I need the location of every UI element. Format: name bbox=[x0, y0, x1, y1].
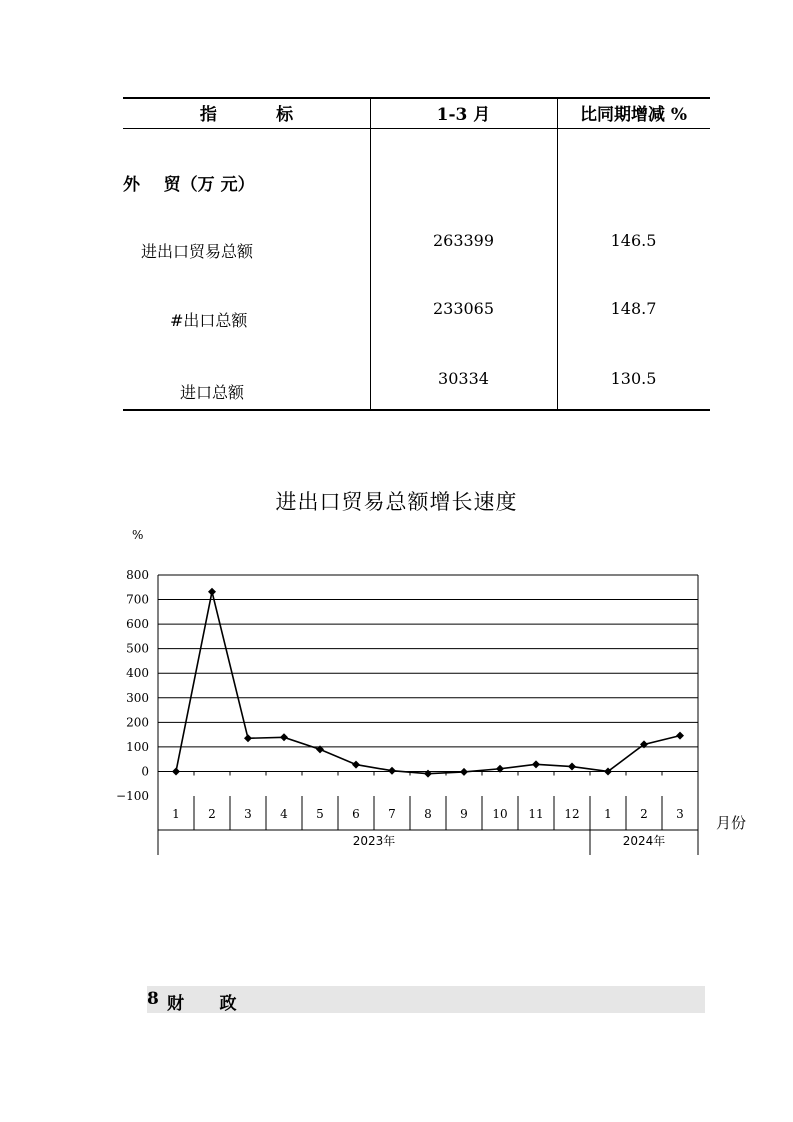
x-tick-label: 5 bbox=[316, 807, 324, 821]
header-period: 1-3 月 bbox=[436, 105, 491, 125]
x-tick-label: 4 bbox=[280, 807, 288, 821]
y-tick-label: 200 bbox=[126, 715, 149, 730]
data-points bbox=[172, 588, 684, 778]
row-change: 146.5 bbox=[610, 231, 657, 250]
y-tick-labels bbox=[116, 568, 149, 803]
data-point-marker bbox=[424, 770, 432, 778]
x-tick-label: 2 bbox=[640, 807, 648, 821]
header-indicator: 指 标 bbox=[199, 105, 294, 125]
row-change: 130.5 bbox=[610, 369, 657, 388]
y-tick-label: 600 bbox=[126, 617, 149, 632]
category-label: 外 贸（万 元） bbox=[123, 175, 255, 195]
data-point-marker bbox=[388, 767, 396, 775]
x-tick-label: 3 bbox=[676, 807, 684, 821]
chart-title: 进出口贸易总额增长速度 bbox=[275, 490, 518, 514]
x-tick-label: 9 bbox=[460, 807, 468, 821]
data-point-marker bbox=[280, 733, 288, 741]
x-tick-label: 2 bbox=[208, 807, 216, 821]
row-label: 进出口贸易总额 bbox=[141, 242, 254, 261]
y-axis-unit: % bbox=[132, 528, 144, 542]
x-tick-label: 3 bbox=[244, 807, 252, 821]
x-tick-label: 12 bbox=[564, 807, 580, 821]
y-tick-label: 0 bbox=[141, 764, 149, 779]
y-tick-label: 800 bbox=[126, 568, 149, 582]
year-group-label: 2023年 bbox=[352, 834, 396, 848]
x-tick-label: 10 bbox=[492, 807, 508, 821]
series-polyline bbox=[176, 592, 680, 774]
section-title: 财 政 bbox=[167, 994, 237, 1014]
data-point-marker bbox=[460, 768, 468, 776]
x-tick-label: 11 bbox=[528, 807, 544, 821]
row-label: #出口总额 bbox=[170, 311, 248, 330]
y-tick-label: 300 bbox=[126, 690, 149, 705]
y-tick-label: 100 bbox=[126, 739, 149, 754]
x-category-axis bbox=[158, 796, 698, 855]
x-tick-label: 7 bbox=[388, 807, 396, 821]
row-value: 263399 bbox=[432, 231, 495, 250]
data-point-marker bbox=[676, 732, 684, 740]
data-point-marker bbox=[244, 734, 252, 742]
y-tick-label: 400 bbox=[126, 666, 149, 681]
section-number: 8 bbox=[147, 989, 159, 1009]
row-change: 148.7 bbox=[610, 299, 657, 318]
data-point-marker bbox=[532, 760, 540, 768]
y-tick-label: −100 bbox=[116, 789, 149, 803]
data-point-marker bbox=[352, 761, 360, 769]
y-tick-label: 500 bbox=[126, 641, 149, 656]
data-point-marker bbox=[208, 588, 216, 596]
row-value: 30334 bbox=[438, 369, 489, 388]
series-line bbox=[176, 592, 680, 774]
x-tick-label: 6 bbox=[352, 807, 360, 821]
y-tick-label: 700 bbox=[126, 592, 149, 607]
data-point-marker bbox=[172, 767, 180, 775]
header-change: 比同期增减 % bbox=[579, 105, 688, 125]
year-group-label: 2024年 bbox=[622, 834, 666, 848]
data-point-marker bbox=[568, 763, 576, 771]
x-axis-label: 月份 bbox=[716, 814, 747, 832]
row-value: 233065 bbox=[432, 299, 495, 318]
x-tick-label: 1 bbox=[172, 807, 180, 821]
row-label: 进口总额 bbox=[180, 383, 245, 402]
x-tick-label: 1 bbox=[604, 807, 612, 821]
section-heading bbox=[147, 986, 705, 1013]
x-tick-label: 8 bbox=[424, 807, 432, 821]
